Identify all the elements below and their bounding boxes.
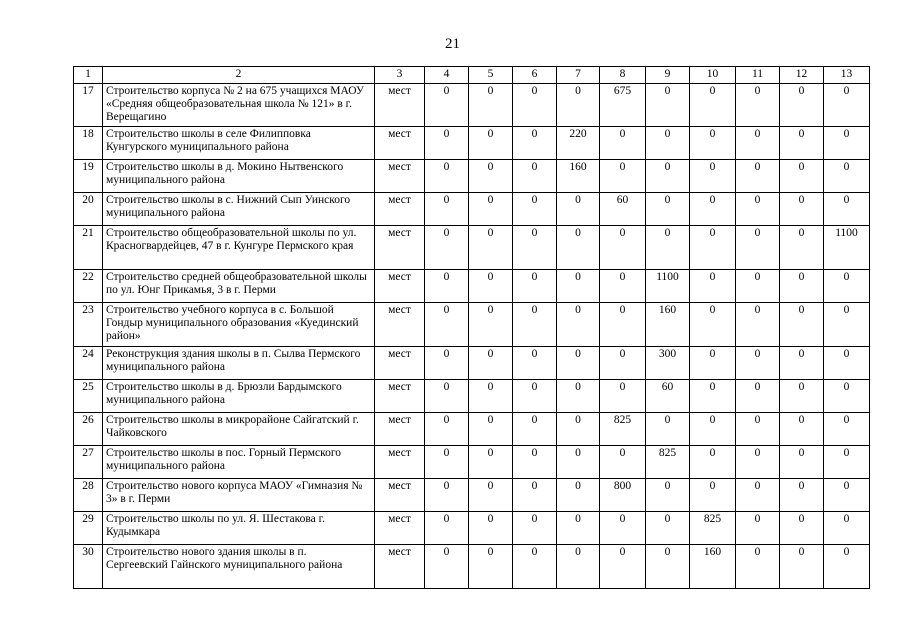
value-cell: 0 (824, 413, 870, 446)
row-number: 25 (74, 380, 103, 413)
value-cell: 0 (736, 446, 780, 479)
value-cell: 0 (513, 479, 557, 512)
value-cell: 0 (824, 84, 870, 127)
value-cell: 0 (690, 193, 736, 226)
unit: мест (375, 84, 425, 127)
value-cell: 60 (646, 380, 690, 413)
column-header: 7 (557, 67, 600, 84)
value-cell: 0 (557, 512, 600, 545)
unit: мест (375, 446, 425, 479)
value-cell: 0 (736, 512, 780, 545)
value-cell: 0 (513, 193, 557, 226)
value-cell: 0 (780, 347, 824, 380)
column-header: 3 (375, 67, 425, 84)
table-row (74, 226, 870, 270)
row-number: 29 (74, 512, 103, 545)
table-row (74, 270, 870, 303)
object-name: Строительство школы в селе Филипповка Кунгурского муниципального района (103, 127, 375, 160)
value-cell: 0 (736, 545, 780, 589)
value-cell: 0 (425, 127, 469, 160)
value-cell: 0 (780, 512, 824, 545)
value-cell: 0 (780, 446, 824, 479)
value-cell: 0 (557, 479, 600, 512)
value-cell: 0 (469, 479, 513, 512)
object-name: Строительство школы в д. Брюзли Бардымского муниципального района (103, 380, 375, 413)
row-number: 28 (74, 479, 103, 512)
value-cell: 0 (646, 84, 690, 127)
page-number: 21 (445, 36, 460, 52)
value-cell: 0 (824, 446, 870, 479)
value-cell: 0 (513, 84, 557, 127)
value-cell: 0 (780, 413, 824, 446)
value-cell: 0 (557, 226, 600, 270)
data-table (73, 66, 870, 589)
column-header: 1 (74, 67, 103, 84)
value-cell: 0 (513, 127, 557, 160)
table-row (74, 303, 870, 347)
value-cell: 0 (690, 270, 736, 303)
value-cell: 0 (646, 160, 690, 193)
value-cell: 0 (600, 160, 646, 193)
value-cell: 0 (646, 545, 690, 589)
value-cell: 0 (780, 84, 824, 127)
column-header: 10 (690, 67, 736, 84)
value-cell: 0 (736, 193, 780, 226)
value-cell: 825 (600, 413, 646, 446)
value-cell: 0 (600, 545, 646, 589)
value-cell: 0 (469, 446, 513, 479)
unit: мест (375, 512, 425, 545)
value-cell: 0 (780, 160, 824, 193)
value-cell: 0 (736, 413, 780, 446)
value-cell: 160 (690, 545, 736, 589)
value-cell: 0 (780, 303, 824, 347)
table-row (74, 545, 870, 589)
value-cell: 0 (513, 303, 557, 347)
value-cell: 0 (824, 127, 870, 160)
value-cell: 0 (469, 193, 513, 226)
table-row (74, 446, 870, 479)
object-name: Строительство школы в д. Мокино Нытвенского муниципального района (103, 160, 375, 193)
value-cell: 0 (780, 380, 824, 413)
value-cell: 0 (690, 479, 736, 512)
table-row (74, 84, 870, 127)
value-cell: 300 (646, 347, 690, 380)
value-cell: 0 (557, 270, 600, 303)
value-cell: 0 (780, 479, 824, 512)
value-cell: 0 (780, 545, 824, 589)
value-cell: 0 (824, 545, 870, 589)
column-header: 8 (600, 67, 646, 84)
row-number: 23 (74, 303, 103, 347)
row-number: 30 (74, 545, 103, 589)
table-row (74, 193, 870, 226)
object-name: Строительство нового здания школы в п. Сергеевский Гайнского муниципального района (103, 545, 375, 589)
value-cell: 0 (690, 303, 736, 347)
value-cell: 0 (513, 270, 557, 303)
value-cell: 0 (469, 512, 513, 545)
object-name: Строительство школы в с. Нижний Сып Уинского муниципального района (103, 193, 375, 226)
object-name: Строительство средней общеобразовательной школы по ул. Юнг Прикамья, 3 в г. Перми (103, 270, 375, 303)
value-cell: 0 (469, 545, 513, 589)
value-cell: 0 (646, 479, 690, 512)
unit: мест (375, 347, 425, 380)
value-cell: 0 (469, 270, 513, 303)
value-cell: 1100 (824, 226, 870, 270)
value-cell: 0 (600, 446, 646, 479)
value-cell: 0 (600, 303, 646, 347)
value-cell: 1100 (646, 270, 690, 303)
value-cell: 0 (824, 347, 870, 380)
value-cell: 0 (690, 226, 736, 270)
unit: мест (375, 270, 425, 303)
object-name: Строительство общеобразовательной школы по ул. Красногвардейцев, 47 в г. Кунгуре Пермского края (103, 226, 375, 270)
column-header: 2 (103, 67, 375, 84)
value-cell: 0 (425, 380, 469, 413)
value-cell: 60 (600, 193, 646, 226)
table-row (74, 512, 870, 545)
row-number: 21 (74, 226, 103, 270)
value-cell: 0 (690, 413, 736, 446)
column-header: 11 (736, 67, 780, 84)
value-cell: 0 (824, 380, 870, 413)
value-cell: 0 (824, 303, 870, 347)
value-cell: 0 (690, 446, 736, 479)
value-cell: 0 (736, 479, 780, 512)
value-cell: 0 (469, 226, 513, 270)
unit: мест (375, 413, 425, 446)
value-cell: 0 (780, 226, 824, 270)
value-cell: 0 (824, 479, 870, 512)
value-cell: 0 (469, 160, 513, 193)
value-cell: 0 (557, 84, 600, 127)
table-row (74, 413, 870, 446)
value-cell: 0 (469, 380, 513, 413)
row-number: 26 (74, 413, 103, 446)
value-cell: 0 (557, 347, 600, 380)
value-cell: 825 (690, 512, 736, 545)
value-cell: 0 (736, 160, 780, 193)
value-cell: 0 (513, 545, 557, 589)
value-cell: 0 (557, 303, 600, 347)
value-cell: 220 (557, 127, 600, 160)
value-cell: 0 (425, 303, 469, 347)
value-cell: 0 (513, 347, 557, 380)
table-row (74, 160, 870, 193)
column-header: 9 (646, 67, 690, 84)
unit: мест (375, 380, 425, 413)
value-cell: 0 (646, 193, 690, 226)
value-cell: 0 (824, 512, 870, 545)
value-cell: 0 (690, 380, 736, 413)
row-number: 24 (74, 347, 103, 380)
unit: мест (375, 226, 425, 270)
row-number: 17 (74, 84, 103, 127)
value-cell: 0 (600, 380, 646, 413)
value-cell: 0 (690, 127, 736, 160)
table-row (74, 380, 870, 413)
unit: мест (375, 193, 425, 226)
value-cell: 0 (600, 270, 646, 303)
value-cell: 0 (690, 84, 736, 127)
value-cell: 0 (513, 226, 557, 270)
value-cell: 0 (425, 84, 469, 127)
value-cell: 0 (824, 160, 870, 193)
value-cell: 0 (646, 512, 690, 545)
row-number: 20 (74, 193, 103, 226)
object-name: Реконструкция здания школы в п. Сылва Пермского муниципального района (103, 347, 375, 380)
value-cell: 0 (469, 303, 513, 347)
value-cell: 0 (469, 127, 513, 160)
object-name: Строительство школы в пос. Горный Пермского муниципального района (103, 446, 375, 479)
value-cell: 0 (425, 160, 469, 193)
row-number: 19 (74, 160, 103, 193)
value-cell: 0 (736, 270, 780, 303)
object-name: Строительство школы по ул. Я. Шестакова г. Кудымкара (103, 512, 375, 545)
column-header: 5 (469, 67, 513, 84)
value-cell: 0 (469, 347, 513, 380)
value-cell: 0 (513, 413, 557, 446)
value-cell: 0 (469, 84, 513, 127)
value-cell: 0 (646, 127, 690, 160)
value-cell: 0 (513, 160, 557, 193)
value-cell: 0 (557, 545, 600, 589)
value-cell: 0 (425, 270, 469, 303)
value-cell: 675 (600, 84, 646, 127)
table-header-row (74, 67, 870, 84)
value-cell: 0 (425, 512, 469, 545)
value-cell: 0 (557, 193, 600, 226)
value-cell: 0 (780, 193, 824, 226)
value-cell: 160 (557, 160, 600, 193)
unit: мест (375, 545, 425, 589)
value-cell: 0 (513, 380, 557, 413)
value-cell: 0 (646, 226, 690, 270)
unit: мест (375, 479, 425, 512)
value-cell: 0 (557, 413, 600, 446)
value-cell: 0 (736, 84, 780, 127)
value-cell: 0 (646, 413, 690, 446)
value-cell: 0 (736, 347, 780, 380)
value-cell: 160 (646, 303, 690, 347)
value-cell: 800 (600, 479, 646, 512)
column-header: 13 (824, 67, 870, 84)
column-header: 4 (425, 67, 469, 84)
column-header: 6 (513, 67, 557, 84)
value-cell: 0 (736, 226, 780, 270)
value-cell: 0 (425, 413, 469, 446)
value-cell: 0 (425, 193, 469, 226)
value-cell: 0 (600, 512, 646, 545)
unit: мест (375, 303, 425, 347)
value-cell: 0 (513, 512, 557, 545)
value-cell: 0 (513, 446, 557, 479)
value-cell: 0 (690, 160, 736, 193)
value-cell: 0 (425, 226, 469, 270)
table-row (74, 127, 870, 160)
value-cell: 0 (425, 545, 469, 589)
value-cell: 0 (780, 127, 824, 160)
value-cell: 0 (690, 347, 736, 380)
value-cell: 0 (557, 380, 600, 413)
value-cell: 0 (425, 446, 469, 479)
object-name: Строительство учебного корпуса в с. Большой Гондыр муниципального образования «Куединский район» (103, 303, 375, 347)
object-name: Строительство школы в микрорайоне Сайгатский г. Чайковского (103, 413, 375, 446)
value-cell: 0 (557, 446, 600, 479)
table-row (74, 479, 870, 512)
value-cell: 0 (824, 193, 870, 226)
value-cell: 0 (780, 270, 824, 303)
row-number: 22 (74, 270, 103, 303)
row-number: 27 (74, 446, 103, 479)
unit: мест (375, 160, 425, 193)
value-cell: 0 (425, 479, 469, 512)
object-name: Строительство корпуса № 2 на 675 учащихся МАОУ «Средняя общеобразовательная школа № 121» в г. Верещагино (103, 84, 375, 127)
table-row (74, 347, 870, 380)
row-number: 18 (74, 127, 103, 160)
value-cell: 0 (425, 347, 469, 380)
value-cell: 0 (600, 347, 646, 380)
value-cell: 0 (736, 303, 780, 347)
value-cell: 0 (600, 226, 646, 270)
unit: мест (375, 127, 425, 160)
value-cell: 0 (736, 127, 780, 160)
value-cell: 0 (736, 380, 780, 413)
value-cell: 0 (469, 413, 513, 446)
value-cell: 0 (824, 270, 870, 303)
object-name: Строительство нового корпуса МАОУ «Гимназия № 3» в г. Перми (103, 479, 375, 512)
value-cell: 825 (646, 446, 690, 479)
column-header: 12 (780, 67, 824, 84)
value-cell: 0 (600, 127, 646, 160)
